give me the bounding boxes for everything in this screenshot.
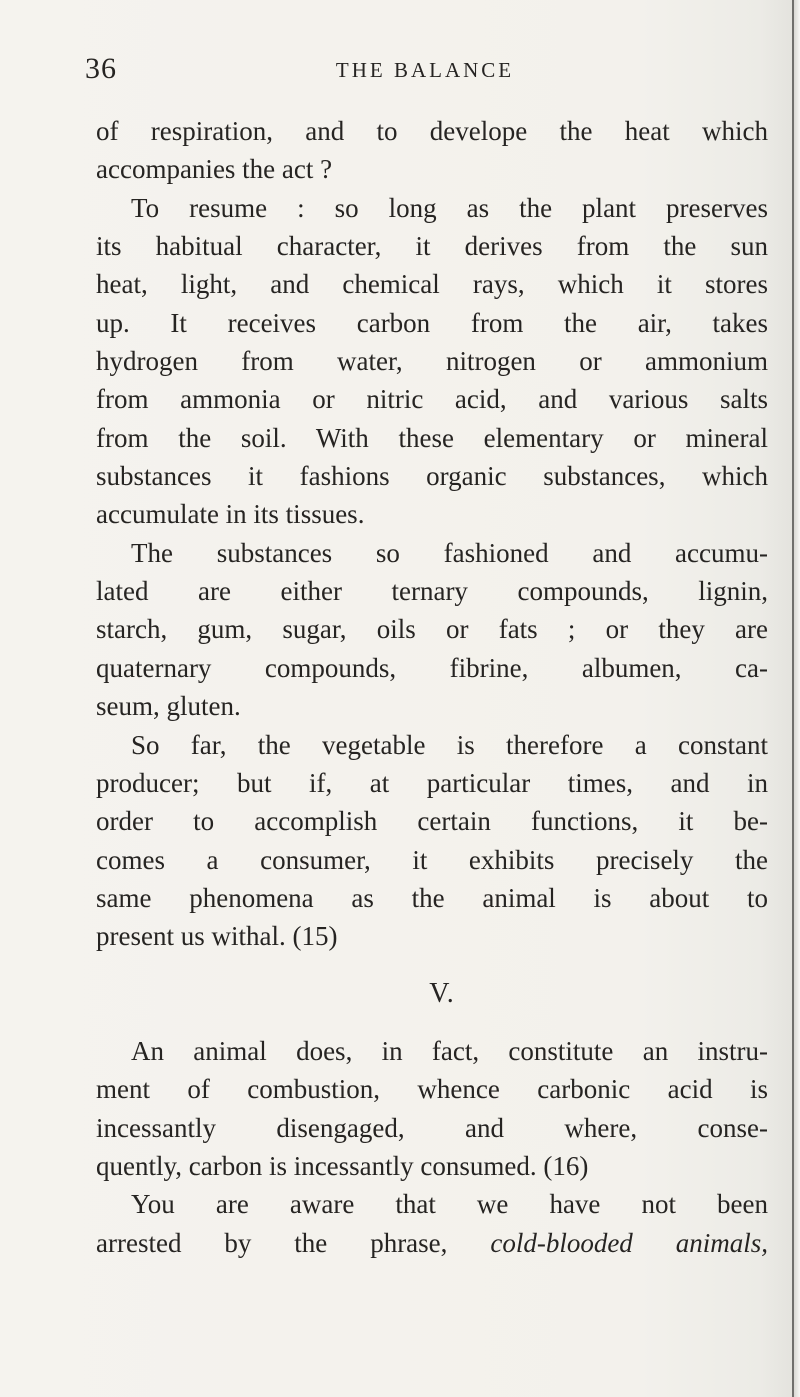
text-line: An animal does, in fact, constitute an instru- xyxy=(131,1035,768,1066)
text-line: starch, gum, sugar, oils or fats ; or they are xyxy=(96,614,768,645)
text-line: up. It receives carbon from the air, takes xyxy=(96,307,768,338)
text-line: of respiration, and to develope the heat which xyxy=(96,116,768,146)
text-line: producer; but if, at particular times, and in xyxy=(96,767,768,798)
text-line: from the soil. With these elementary or mineral xyxy=(96,422,768,453)
text-line: heat, light, and chemical rays, which it stores xyxy=(96,269,768,300)
text-line: from ammonia or nitric acid, and various salts xyxy=(96,384,768,415)
page-header xyxy=(85,52,765,92)
text-line: quently, carbon is incessantly consumed. (16) xyxy=(96,1150,589,1181)
text-line: accompanies the act ? xyxy=(96,154,333,185)
text-line: ment of combustion, whence carbonic acid is xyxy=(96,1074,768,1105)
text-line: To resume : so long as the plant preserves xyxy=(131,192,768,223)
text-line: seum, gluten. xyxy=(96,691,241,722)
text-line: its habitual character, it derives from the sun xyxy=(96,231,768,262)
section-heading: V. xyxy=(429,977,455,1009)
text-line: You are aware that we have not been xyxy=(131,1189,768,1220)
text-line: hydrogen from water, nitrogen or ammonium xyxy=(96,346,768,377)
page-edge-line xyxy=(792,0,794,1397)
text-line: present us withal. (15) xyxy=(96,921,338,952)
text-line: The substances so fashioned and accumu- xyxy=(131,537,768,568)
page-number: 36 xyxy=(85,52,117,85)
text-line: So far, the vegetable is therefore a constant xyxy=(131,729,768,760)
italic-phrase: cold-blooded animals, xyxy=(490,1227,768,1258)
running-title: THE BALANCE xyxy=(335,58,515,82)
text-line: lated are either ternary compounds, lignin, xyxy=(96,576,768,607)
page-edge-shadow xyxy=(794,0,800,1397)
page-body xyxy=(96,112,768,1262)
text-fragment: arrested by the phrase, xyxy=(96,1227,491,1258)
text-line: substances it fashions organic substances, which xyxy=(96,461,768,492)
text-line: incessantly disengaged, and where, conse- xyxy=(96,1112,768,1143)
text-line: same phenomena as the animal is about to xyxy=(96,882,768,913)
text-line: comes a consumer, it exhibits precisely the xyxy=(96,844,768,875)
text-line-with-italic xyxy=(96,1224,768,1262)
text-line: order to accomplish certain functions, it be- xyxy=(96,806,768,837)
text-line: quaternary compounds, fibrine, albumen, ca- xyxy=(96,652,768,683)
text-line: accumulate in its tissues. xyxy=(96,499,365,530)
